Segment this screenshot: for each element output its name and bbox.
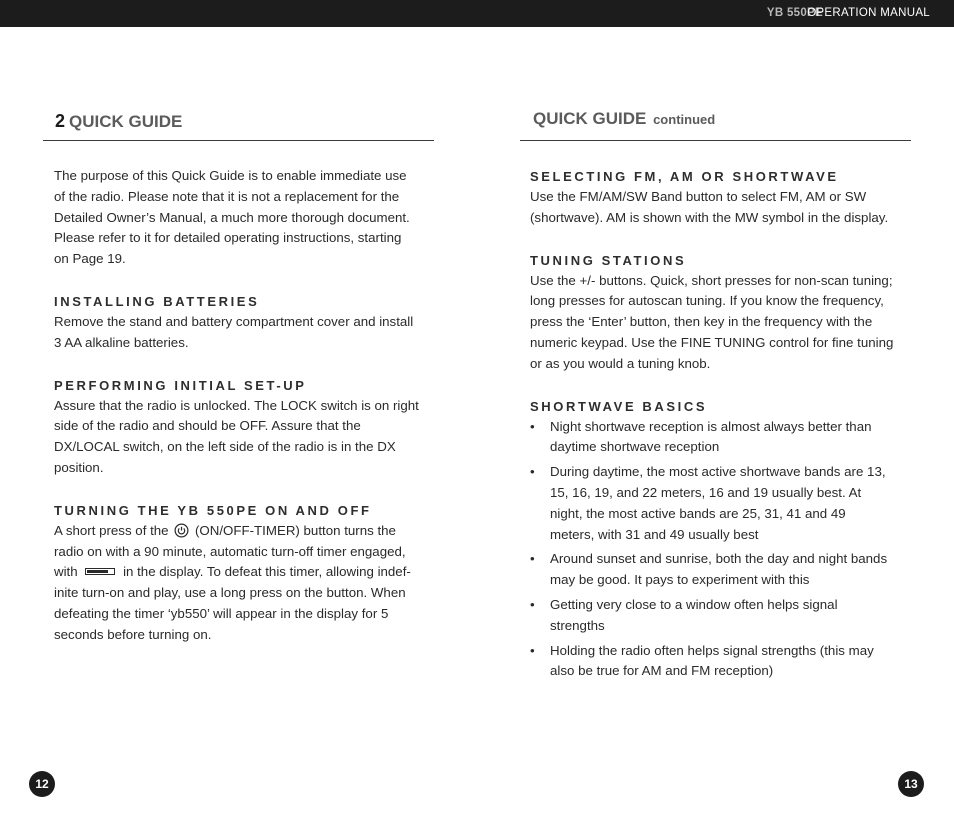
text-line: Please refer to it for detailed operating instructions, starting — [54, 230, 402, 246]
text-line: 3 AA alkaline batteries. — [54, 334, 189, 350]
left-title-text: QUICK GUIDE — [69, 112, 183, 131]
text-line: radio on with a 90 minute, automatic turn-off timer engaged, — [54, 543, 406, 559]
text-line — [54, 562, 424, 583]
text-line: long presses for autoscan tuning. If you know the frequency, — [530, 293, 884, 309]
bullet-marker: • — [530, 642, 535, 658]
text-line: night, the most active bands are 25, 31, 41 and 49 — [550, 505, 846, 521]
right-column — [530, 166, 902, 686]
text-line — [54, 521, 424, 542]
right-title-text: QUICK GUIDE — [533, 109, 647, 128]
text-line: daytime shortwave reception — [550, 439, 720, 455]
right-title-suffix: continued — [653, 112, 716, 127]
shortwave-tips-list — [530, 417, 902, 683]
text-line: press the ‘Enter’ button, then key in the frequency with the — [530, 314, 873, 330]
heading-selecting-band: SELECTING FM, AM OR SHORTWAVE — [530, 169, 839, 184]
text-fragment: in the display. To defeat this timer, allowing indef- — [123, 564, 411, 580]
text-line: Use the +/- buttons. Quick, short presses for non-scan tuning; — [530, 272, 893, 288]
header-bar — [0, 0, 954, 27]
left-title-rule — [43, 140, 434, 141]
page-number-right: 13 — [898, 771, 924, 797]
right-title-rule — [520, 140, 911, 141]
text-line: or as you would a tuning knob. — [530, 355, 711, 371]
list-item — [530, 641, 902, 683]
text-line: Holding the radio often helps signal strengths (this may — [550, 642, 874, 658]
heading-tuning-stations: TUNING STATIONS — [530, 252, 687, 268]
bullet-marker: • — [530, 551, 535, 567]
bullet-marker: • — [530, 596, 535, 612]
text-line: also be true for AM and FM reception) — [550, 663, 774, 679]
text-line: meters, with 31 and 49 usually best — [550, 526, 759, 542]
text-line: DX/LOCAL switch, on the left side of the radio is in the DX — [54, 439, 396, 455]
page-number-left: 12 — [29, 771, 55, 797]
heading-initial-setup: PERFORMING INITIAL SET-UP — [54, 377, 307, 393]
text-fragment: A short press of the — [54, 522, 169, 538]
text-line: Detailed Owner’s Manual, a much more thorough document. — [54, 209, 410, 225]
list-item — [530, 595, 902, 637]
intro-paragraph — [54, 166, 424, 270]
text-line: position. — [54, 459, 104, 475]
heading-turning-on-off: TURNING THE YB 550PE ON AND OFF — [54, 502, 372, 518]
header-model: YB 550PE — [766, 7, 823, 19]
bullet-marker: • — [530, 464, 535, 480]
heading-installing-batteries: INSTALLING BATTERIES — [54, 293, 260, 309]
text-fragment: with — [54, 564, 78, 580]
right-page-title — [533, 109, 715, 129]
text-fragment: (ON/OFF-TIMER) button turns the — [194, 522, 396, 538]
header-manual-title: OPERATION MANUAL — [807, 7, 930, 19]
text-line: Around sunset and sunrise, both the day and night bands — [550, 551, 888, 567]
text-line: seconds before turning on. — [54, 626, 212, 642]
text-line: (shortwave). AM is shown with the MW symbol in the display. — [530, 209, 889, 225]
text-line: side of the radio and should be OFF. Assure that the — [54, 418, 361, 434]
text-line: numeric keypad. Use the FINE TUNING control for fine tuning — [530, 334, 894, 350]
list-item — [530, 549, 902, 591]
list-item — [530, 417, 902, 459]
timer-bar-icon — [85, 568, 115, 575]
text-line: Use the FM/AM/SW Band button to select FM, AM or SW — [530, 189, 867, 204]
text-line: The purpose of this Quick Guide is to enable immediate use — [54, 168, 407, 183]
text-line: Remove the stand and battery compartment cover and install — [54, 313, 414, 329]
text-line: Assure that the radio is unlocked. The LOCK switch is on right — [54, 397, 419, 413]
bullet-marker: • — [530, 418, 535, 434]
power-timer-icon — [174, 523, 189, 538]
text-line: of the radio. Please note that it is not a replacement for the — [54, 188, 400, 204]
heading-shortwave-basics: SHORTWAVE BASICS — [530, 398, 708, 414]
text-line: defeating the timer ‘yb550’ will appear in the display for 5 — [54, 605, 389, 621]
section-number: 2 — [55, 111, 66, 131]
text-line: During daytime, the most active shortwave bands are 13, — [550, 464, 886, 480]
text-line: may be good. It pays to experiment with this — [550, 572, 810, 588]
text-line: Getting very close to a window often helps signal — [550, 596, 838, 612]
text-line: inite turn-on and play, use a long press on the button. When — [54, 585, 406, 601]
text-line: Night shortwave reception is almost always better than — [550, 418, 872, 434]
text-line: strengths — [550, 617, 605, 633]
text-line: on Page 19. — [54, 251, 126, 267]
left-column — [54, 166, 424, 646]
text-line: 15, 16, 19, and 22 meters, 16 and 19 usually best. At — [550, 484, 862, 500]
left-page-title — [55, 111, 182, 132]
list-item — [530, 462, 902, 545]
